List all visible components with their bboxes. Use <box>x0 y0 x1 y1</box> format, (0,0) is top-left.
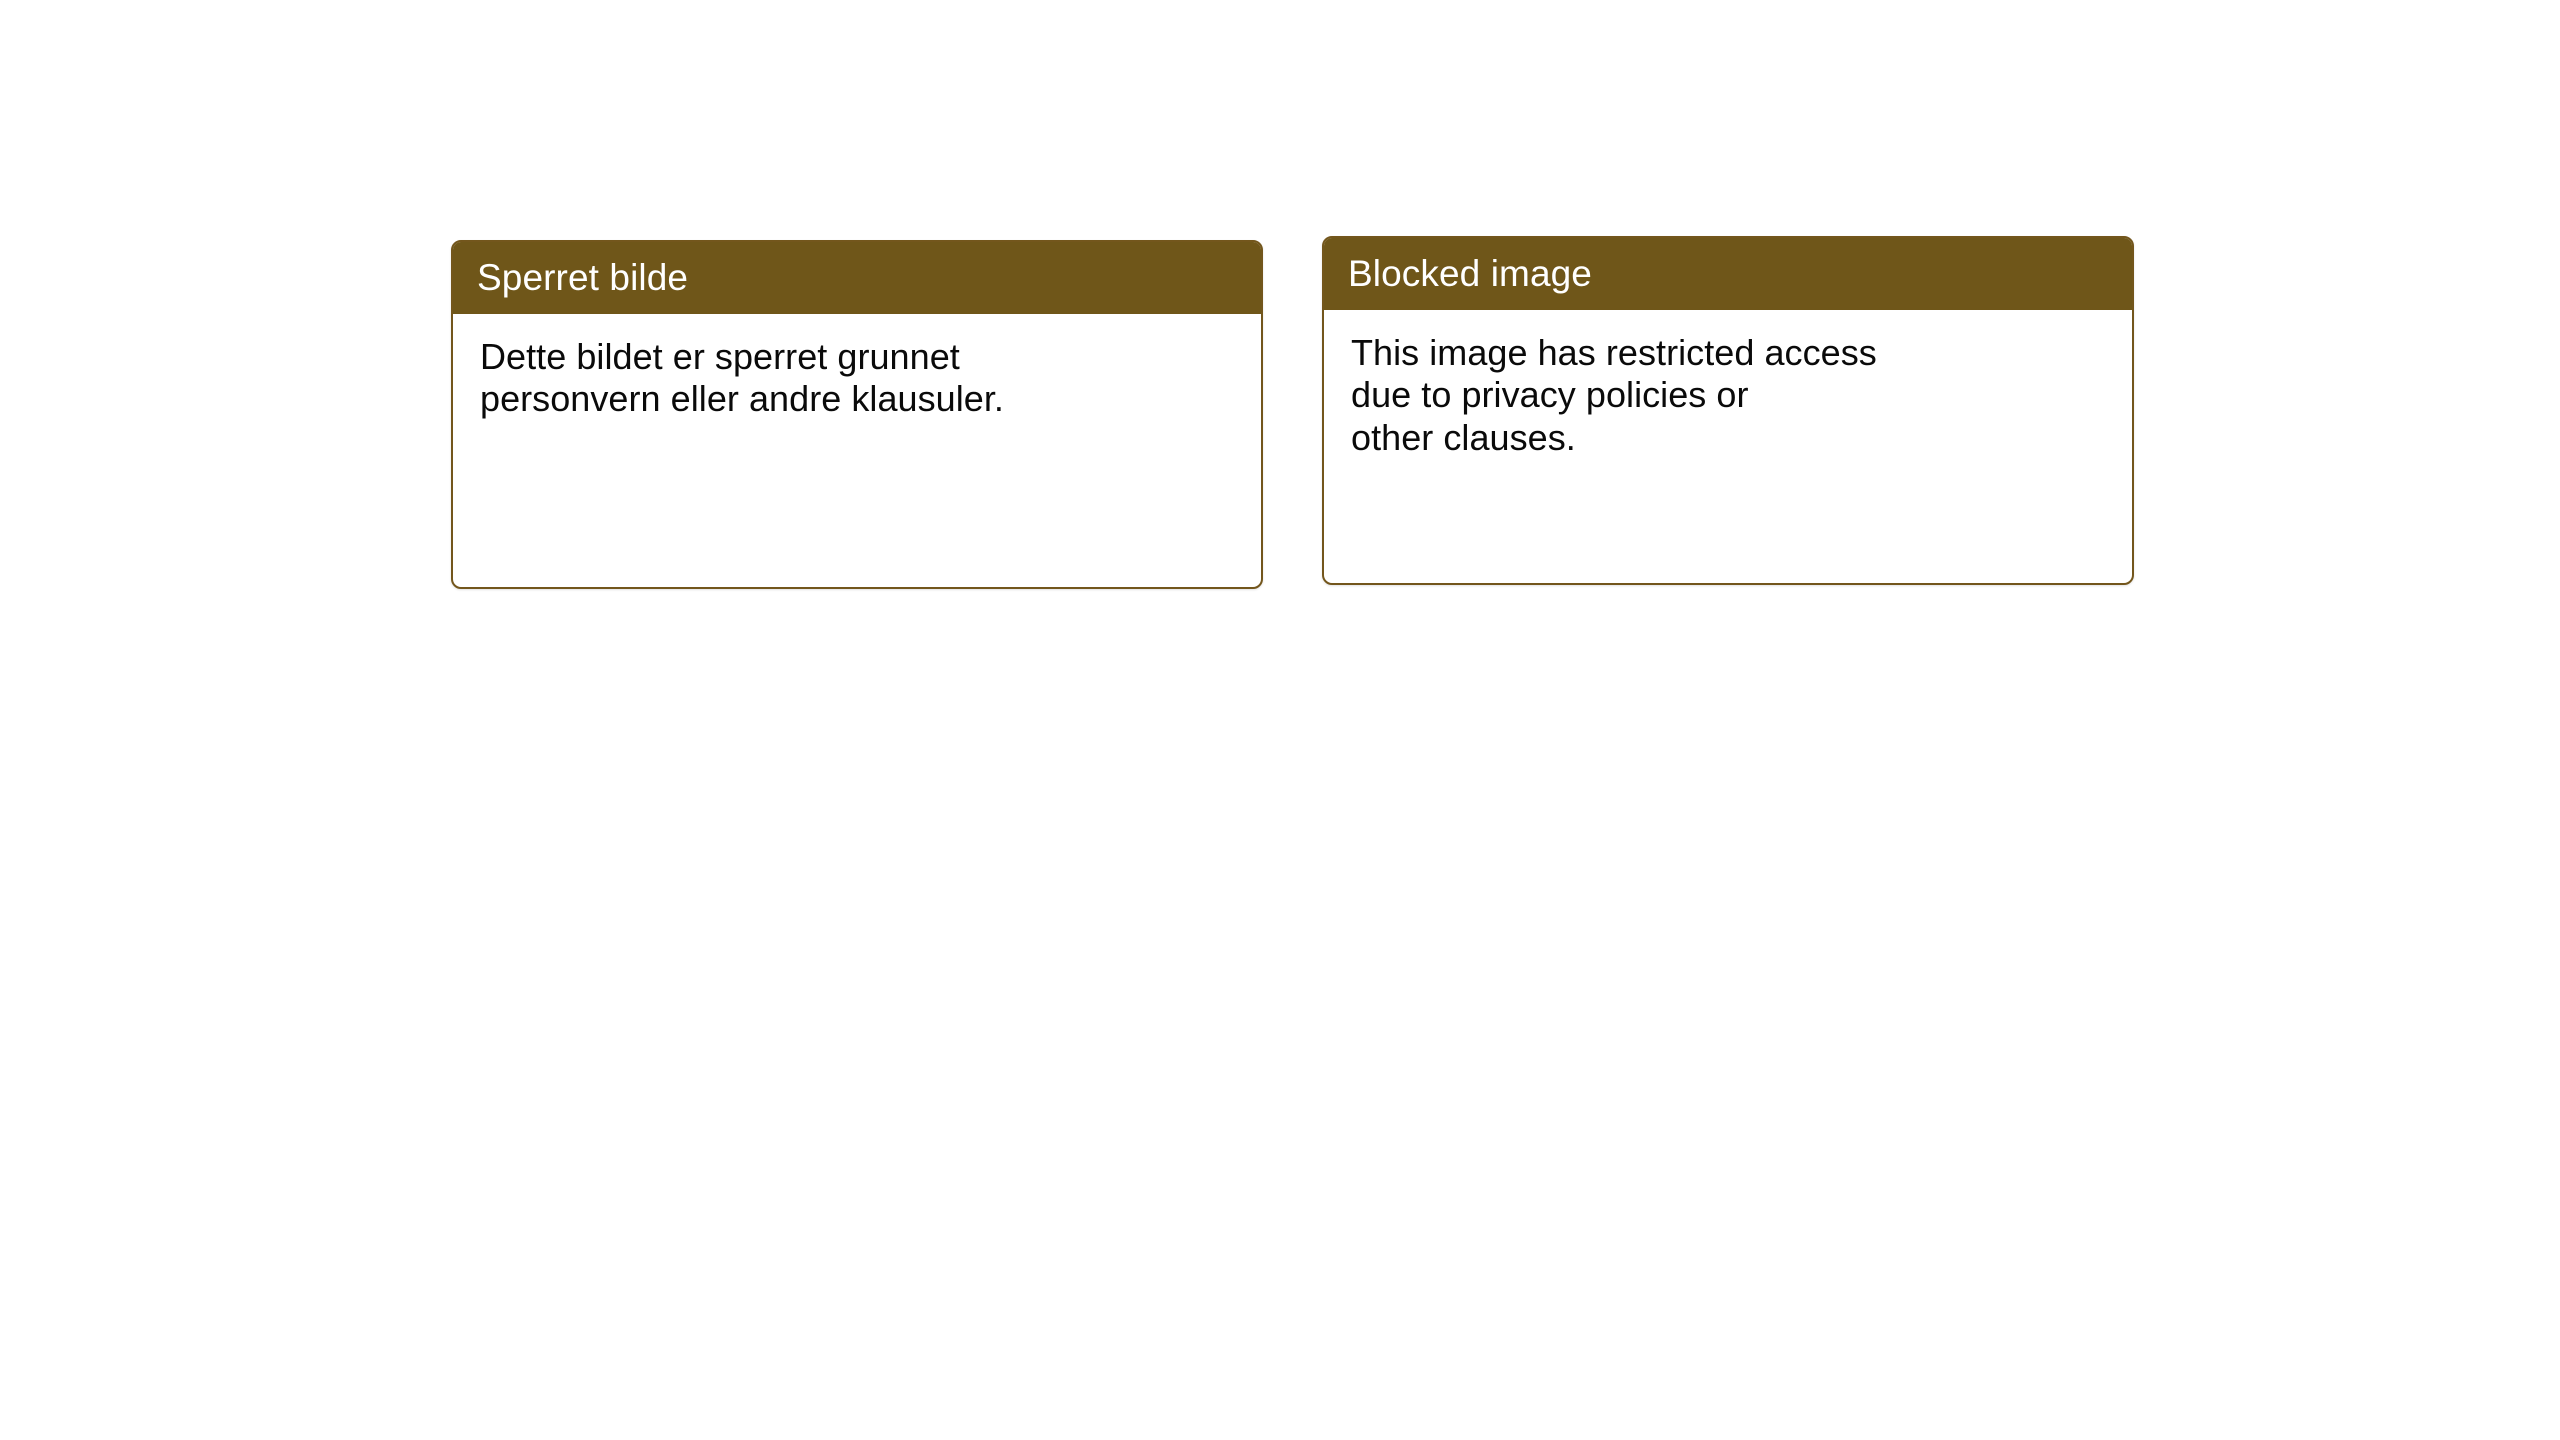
card-body-no <box>453 314 1261 421</box>
card-body-line: Dette bildet er sperret grunnet <box>480 336 960 377</box>
card-body-line: other clauses. <box>1351 416 1576 458</box>
card-body-line: due to privacy policies or <box>1351 374 1749 416</box>
card-body-line: This image has restricted access <box>1351 332 1877 373</box>
card-body-line: personvern eller andre klausuler. <box>480 378 1004 420</box>
blocked-image-notice-card-en <box>1322 236 2134 585</box>
blocked-image-notice-card-no <box>451 240 1263 589</box>
card-body-en <box>1324 310 2132 459</box>
card-title-no: Sperret bilde <box>453 242 1261 314</box>
card-title-en: Blocked image <box>1324 238 2132 310</box>
